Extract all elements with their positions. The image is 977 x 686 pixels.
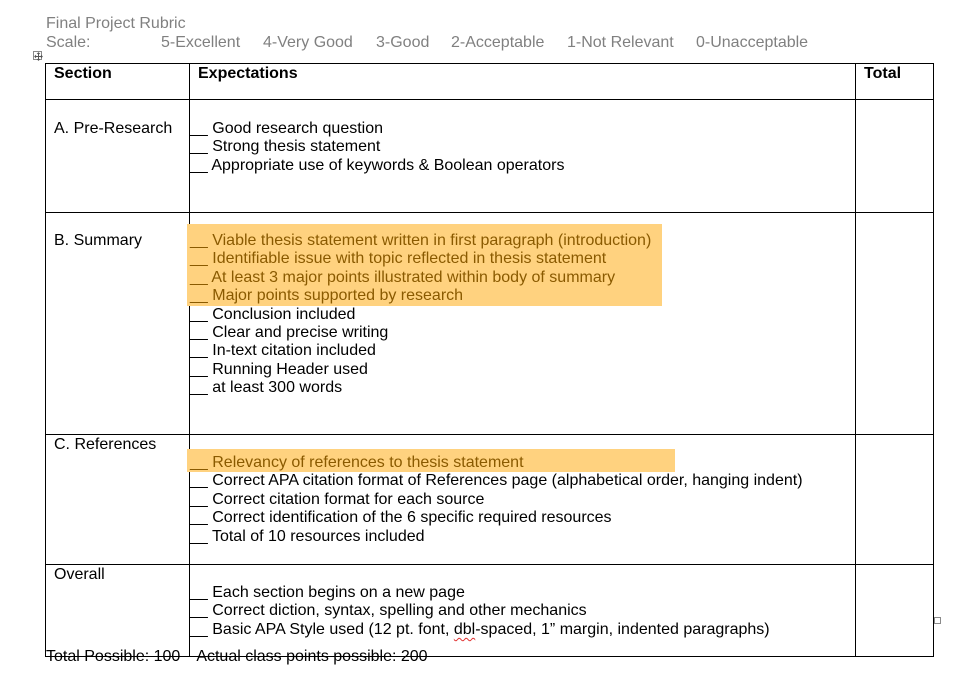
total-possible: Total Possible: 100 xyxy=(46,648,181,665)
list-item: __ Correct citation format for each source xyxy=(190,490,485,508)
scale-level-1: 1-Not Relevant xyxy=(567,34,674,51)
section-label: B. Summary xyxy=(54,232,143,249)
list-item: __ Identifiable issue with topic reflected in thesis statement xyxy=(190,250,607,268)
total-cell[interactable] xyxy=(856,565,934,657)
misspelled-word[interactable]: dbl xyxy=(453,620,476,638)
item-text: -spaced, 1” margin, indented paragraphs) xyxy=(475,620,770,638)
scale-level-4: 4-Very Good xyxy=(263,34,353,51)
list-item: __ Appropriate use of keywords & Boolean operators xyxy=(190,156,565,174)
document-title: Final Project Rubric xyxy=(46,15,186,32)
section-cell[interactable] xyxy=(46,213,190,435)
list-item xyxy=(190,621,855,639)
item-text: __ Basic APA Style used (12 pt. font, xyxy=(190,620,454,638)
table-row-overall xyxy=(46,565,934,657)
list-item: __ Major points supported by research xyxy=(190,287,464,305)
total-cell[interactable] xyxy=(856,435,934,565)
section-label: C. References xyxy=(54,436,157,453)
list-item: __ Strong thesis statement xyxy=(190,138,381,156)
highlighted-block xyxy=(187,449,675,472)
expectations-list xyxy=(190,472,855,546)
rubric-table xyxy=(45,63,934,657)
table-row-summary xyxy=(46,213,934,435)
list-item: __ Conclusion included xyxy=(190,305,356,323)
list-item: __ Correct diction, syntax, spelling and other mechanics xyxy=(190,602,587,620)
highlighted-list xyxy=(190,454,675,472)
highlighted-list xyxy=(190,232,662,306)
table-row-references xyxy=(46,435,934,565)
list-item: __ at least 300 words xyxy=(190,379,343,397)
header-expectations[interactable]: Expectations xyxy=(190,64,856,100)
section-cell[interactable] xyxy=(46,435,190,565)
class-points: Actual class points possible: 200 xyxy=(196,648,428,665)
scale-label: Scale: xyxy=(46,34,91,51)
section-cell[interactable] xyxy=(46,100,190,213)
scale-level-0: 0-Unacceptable xyxy=(696,34,809,51)
expectations-cell[interactable] xyxy=(190,100,856,213)
table-header-row xyxy=(46,64,934,100)
list-item: __ Running Header used xyxy=(190,360,368,378)
table-row-pre-research xyxy=(46,100,934,213)
expectations-cell[interactable] xyxy=(190,213,856,435)
expectations-list xyxy=(190,306,855,398)
expectations-cell[interactable] xyxy=(190,565,856,657)
list-item: __ Viable thesis statement written in first paragraph (introduction) xyxy=(190,232,652,249)
list-item: __ At least 3 major points illustrated within body of summary xyxy=(190,268,616,286)
list-item: __ Correct identification of the 6 specific required resources xyxy=(190,509,612,527)
section-cell[interactable] xyxy=(46,565,190,657)
footer-totals xyxy=(46,648,428,666)
list-item: __ Good research question xyxy=(190,120,384,137)
highlighted-block xyxy=(187,224,662,306)
total-cell[interactable] xyxy=(856,100,934,213)
list-item: __ Each section begins on a new page xyxy=(190,584,465,601)
header-total[interactable]: Total xyxy=(856,64,934,100)
table-resize-handle[interactable] xyxy=(934,617,941,624)
move-arrows-icon xyxy=(34,52,43,61)
list-item: __ Clear and precise writing xyxy=(190,323,389,341)
expectations-cell[interactable] xyxy=(190,435,856,565)
expectations-list xyxy=(190,120,855,175)
total-cell[interactable] xyxy=(856,213,934,435)
list-item: __ Correct APA citation format of References page (alphabetical order, hanging indent) xyxy=(190,472,803,490)
table-move-handle-icon[interactable] xyxy=(33,51,42,60)
list-item: __ Relevancy of references to thesis statement xyxy=(190,454,524,471)
scale-level-2: 2-Acceptable xyxy=(451,34,545,51)
list-item: __ Total of 10 resources included xyxy=(190,527,425,545)
expectations-list xyxy=(190,584,855,639)
scale-level-3: 3-Good xyxy=(376,34,430,51)
section-label: Overall xyxy=(54,566,105,583)
header-section[interactable]: Section xyxy=(46,64,190,100)
section-label: A. Pre-Research xyxy=(54,120,173,137)
list-item: __ In-text citation included xyxy=(190,342,376,360)
scale-level-5: 5-Excellent xyxy=(161,34,241,51)
